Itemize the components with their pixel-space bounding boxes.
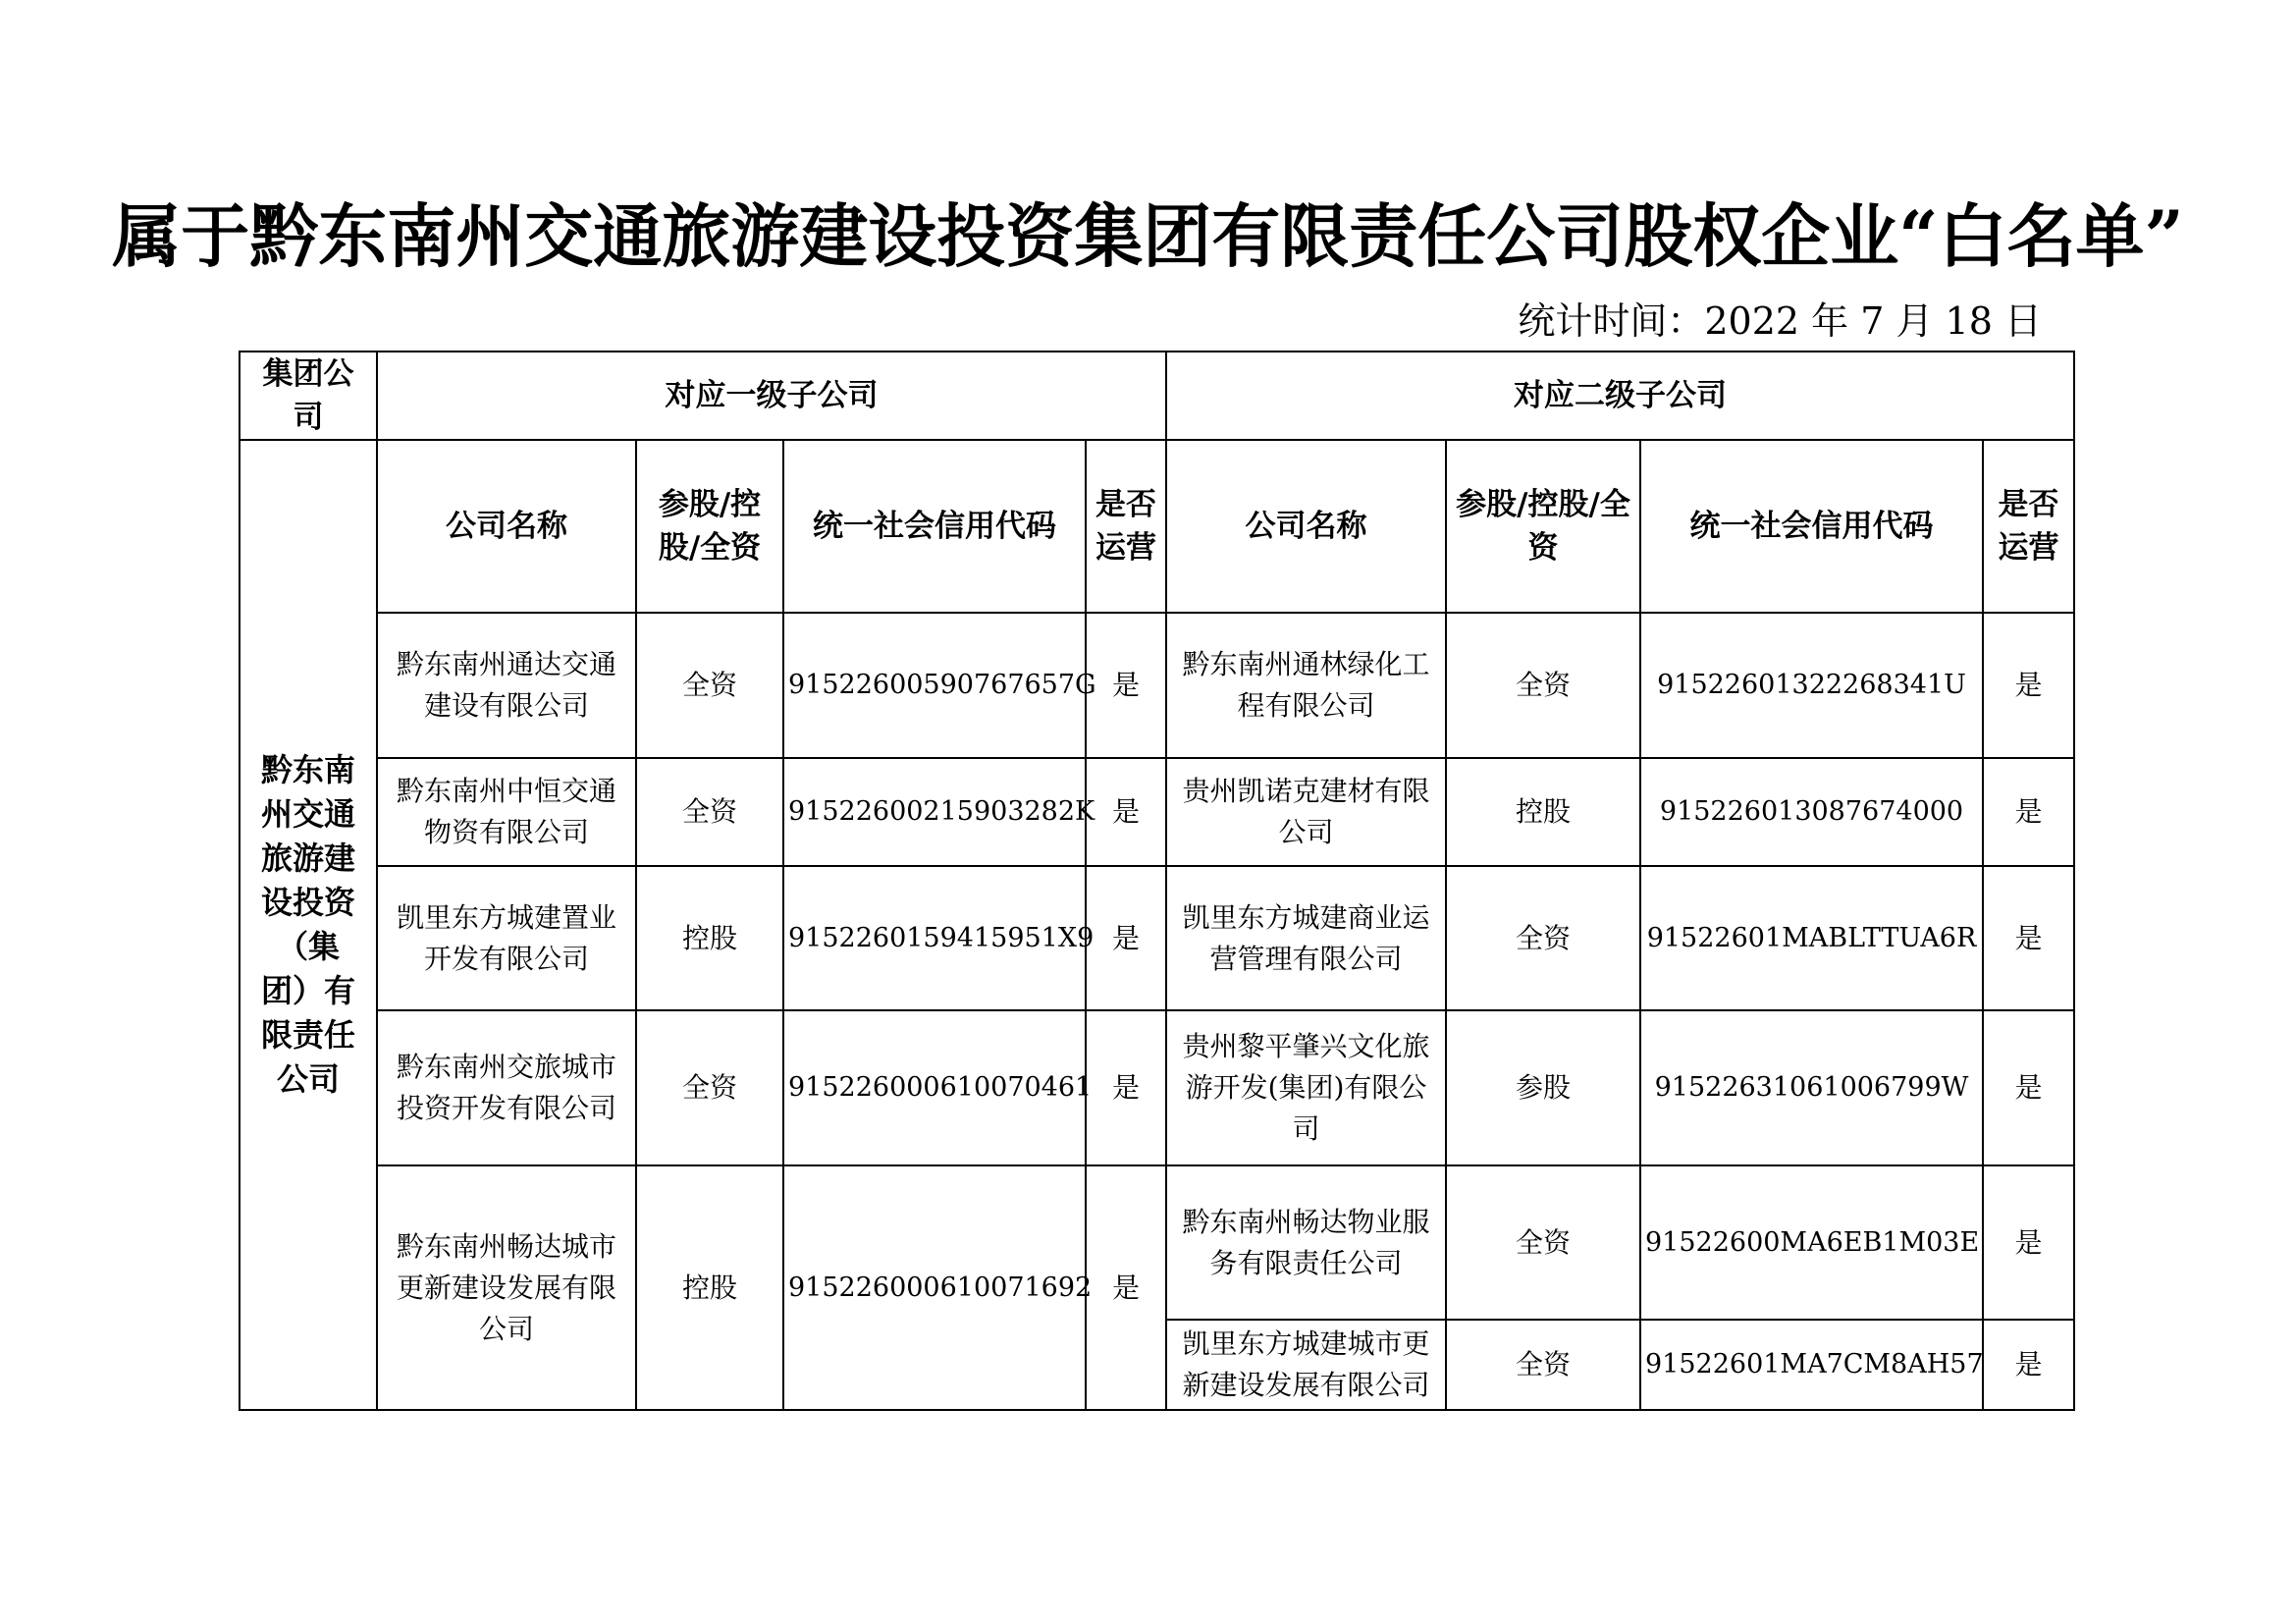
l1-company-name: 黔东南州中恒交通物资有限公司 bbox=[377, 758, 636, 866]
document-title: 属于黔东南州交通旅游建设投资集团有限责任公司股权企业“白名单” bbox=[112, 195, 2184, 277]
header-l2-operating: 是否运营 bbox=[1983, 440, 2074, 613]
l2-credit-code: 915226013087674000 bbox=[1640, 758, 1983, 866]
header-l2-company-name: 公司名称 bbox=[1166, 440, 1446, 613]
whitelist-table bbox=[239, 351, 2075, 1411]
l2-share-type: 全资 bbox=[1446, 1165, 1640, 1320]
header-l1-credit-code: 统一社会信用代码 bbox=[783, 440, 1086, 613]
l2-share-type: 参股 bbox=[1446, 1010, 1640, 1165]
header-row-top bbox=[240, 352, 2074, 440]
l2-operating: 是 bbox=[1983, 1320, 2074, 1410]
header-l1-share-type: 参股/控股/全资 bbox=[636, 440, 783, 613]
l2-company-name: 贵州黎平肇兴文化旅游开发(集团)有限公司 bbox=[1166, 1010, 1446, 1165]
header-level2-subsidiary: 对应二级子公司 bbox=[1166, 352, 2074, 440]
l1-credit-code: 91522600590767657G bbox=[783, 613, 1086, 758]
l1-share-type: 控股 bbox=[636, 1165, 783, 1410]
l2-company-name: 黔东南州畅达物业服务有限责任公司 bbox=[1166, 1165, 1446, 1320]
l2-share-type: 控股 bbox=[1446, 758, 1640, 866]
l1-operating: 是 bbox=[1086, 613, 1166, 758]
l2-company-name: 凯里东方城建商业运营管理有限公司 bbox=[1166, 866, 1446, 1010]
header-l2-credit-code: 统一社会信用代码 bbox=[1640, 440, 1983, 613]
l1-share-type: 全资 bbox=[636, 613, 783, 758]
l1-share-type: 控股 bbox=[636, 866, 783, 1010]
l2-credit-code: 91522631061006799W bbox=[1640, 1010, 1983, 1165]
l1-company-name: 黔东南州通达交通建设有限公司 bbox=[377, 613, 636, 758]
header-l1-company-name: 公司名称 bbox=[377, 440, 636, 613]
l1-credit-code: 915226000610071692 bbox=[783, 1165, 1086, 1410]
header-l2-share-type: 参股/控股/全资 bbox=[1446, 440, 1640, 613]
header-level1-subsidiary: 对应一级子公司 bbox=[377, 352, 1166, 440]
l1-share-type: 全资 bbox=[636, 1010, 783, 1165]
l2-operating: 是 bbox=[1983, 866, 2074, 1010]
table-row bbox=[240, 866, 2074, 1010]
statistics-date: 统计时间：2022 年 7 月 18 日 bbox=[1518, 299, 2042, 343]
l1-operating: 是 bbox=[1086, 1165, 1166, 1410]
l1-operating: 是 bbox=[1086, 866, 1166, 1010]
l2-credit-code: 91522601MA7CM8AH57 bbox=[1640, 1320, 1983, 1410]
l1-share-type: 全资 bbox=[636, 758, 783, 866]
l2-share-type: 全资 bbox=[1446, 613, 1640, 758]
l1-operating: 是 bbox=[1086, 1010, 1166, 1165]
l1-company-name: 黔东南州畅达城市更新建设发展有限公司 bbox=[377, 1165, 636, 1410]
l1-credit-code: 915226000610070461 bbox=[783, 1010, 1086, 1165]
header-group-company: 集团公司 bbox=[240, 352, 377, 440]
l1-credit-code: 9152260159415951X9 bbox=[783, 866, 1086, 1010]
table-row bbox=[240, 613, 2074, 758]
l2-credit-code: 91522601322268341U bbox=[1640, 613, 1983, 758]
l2-operating: 是 bbox=[1983, 1010, 2074, 1165]
l2-credit-code: 91522601MABLTTUA6R bbox=[1640, 866, 1983, 1010]
l2-company-name: 贵州凯诺克建材有限公司 bbox=[1166, 758, 1446, 866]
l2-share-type: 全资 bbox=[1446, 1320, 1640, 1410]
l1-operating: 是 bbox=[1086, 758, 1166, 866]
header-row-columns bbox=[240, 440, 2074, 613]
l2-credit-code: 91522600MA6EB1M03E bbox=[1640, 1165, 1983, 1320]
l2-operating: 是 bbox=[1983, 758, 2074, 866]
table-row bbox=[240, 1010, 2074, 1165]
l1-company-name: 黔东南州交旅城市投资开发有限公司 bbox=[377, 1010, 636, 1165]
l2-share-type: 全资 bbox=[1446, 866, 1640, 1010]
l2-operating: 是 bbox=[1983, 613, 2074, 758]
l2-company-name: 黔东南州通林绿化工程有限公司 bbox=[1166, 613, 1446, 758]
header-l1-operating: 是否运营 bbox=[1086, 440, 1166, 613]
l2-company-name: 凯里东方城建城市更新建设发展有限公司 bbox=[1166, 1320, 1446, 1410]
table-row bbox=[240, 758, 2074, 866]
l1-company-name: 凯里东方城建置业开发有限公司 bbox=[377, 866, 636, 1010]
table-row bbox=[240, 1165, 2074, 1320]
l2-operating: 是 bbox=[1983, 1165, 2074, 1320]
group-company-name: 黔东南州交通旅游建设投资（集团）有限责任公司 bbox=[240, 440, 377, 1410]
l1-credit-code: 91522600215903282K bbox=[783, 758, 1086, 866]
